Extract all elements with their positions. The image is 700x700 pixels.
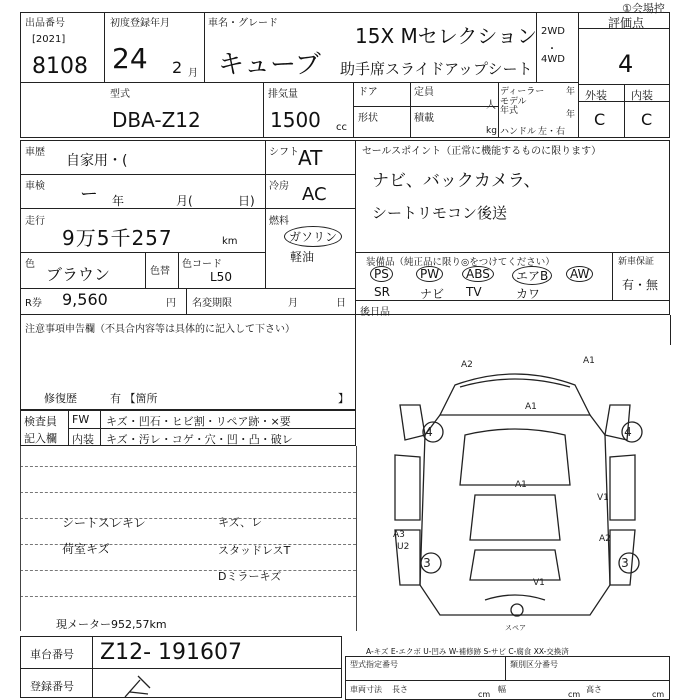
equipment-item-label-0: PS (370, 266, 393, 282)
note-seat-wear: シートスレキレ (62, 516, 146, 530)
mileage-unit: km (222, 236, 238, 247)
color-code-label: 色コード (182, 259, 222, 270)
recycle-unit: 円 (166, 298, 176, 309)
equipment-item-4 (566, 266, 593, 282)
repair-close-bracket: 】 (338, 392, 349, 405)
inspection-month-unit: 月( (176, 194, 193, 208)
ac-value: AC (302, 184, 327, 205)
damage-mark-1: A1 (583, 356, 595, 366)
svg-text:4: 4 (624, 425, 632, 439)
damage-legend: A-キズ E-エクボ U-凹み W-補修跡 S-サビ C-腐食 XX-交換済 (366, 647, 569, 656)
class-number-label: 類別区分番号 (510, 660, 558, 669)
drive-4wd: 4WD (541, 54, 565, 65)
damage-mark-7: V1 (533, 578, 545, 588)
registration-month: 2 (172, 58, 183, 77)
inspection-year-unit: 年 (112, 194, 125, 208)
length-unit: cm (478, 690, 491, 699)
inspection-day-unit: 日) (238, 194, 255, 208)
equipment-item-label-2: ABS (462, 266, 494, 282)
height-unit: cm (652, 690, 665, 699)
svg-text:4: 4 (425, 425, 433, 439)
inspector-row1-items: キズ・凹石・ヒビ割・リペア跡・×要 (106, 415, 291, 428)
car-name-label: 車名・グレード (208, 18, 278, 29)
note-meter: 現メーター952,57km (56, 618, 167, 631)
exterior-grade: C (594, 110, 606, 129)
inspector-row1-head: FW (72, 413, 90, 426)
exterior-label: 外装 (585, 89, 607, 102)
ac-label: 冷房 (269, 181, 289, 192)
car-grade: 15X Mセレクション (355, 24, 537, 48)
mileage-label: 走行 (25, 216, 45, 227)
title-expiry-day-unit: 日 (336, 298, 346, 309)
length-label: 長さ (392, 685, 408, 694)
equipment-item-label-1: PW (416, 266, 443, 282)
recycle-label: R券 (25, 298, 42, 309)
load-label: 積載 (414, 113, 434, 124)
sales-points-label: セールスポイント（正常に機能するものに限ります） (362, 146, 602, 157)
title-expiry-month-unit: 月 (288, 298, 298, 309)
repair-value: 有 【箇所 (110, 392, 158, 405)
damage-mark-3: V1 (597, 493, 609, 503)
equipment-item-label-3: エアB (512, 266, 552, 285)
color-change-label: 色替 (150, 266, 170, 277)
note-studless: スタッドレスT (218, 544, 291, 557)
height-label: 高さ (586, 685, 602, 694)
damage-mark-8: A1 (515, 480, 527, 490)
damage-mark-5: U2 (397, 542, 410, 552)
handle-label: ハンドル (500, 127, 537, 137)
spare-label: スペア (505, 624, 526, 632)
usage-value: 自家用・( (66, 153, 128, 169)
rating-score: 4 (618, 50, 634, 78)
inspector-label2: 記入欄 (24, 432, 57, 445)
inspector-label1: 検査員 (24, 415, 57, 428)
car-grade-extra: 助手席スライドアップシート (340, 60, 533, 78)
inspection-label: 車検 (25, 181, 45, 192)
displacement-label: 排気量 (268, 89, 298, 100)
equipment-item-row2-3: カワ (516, 287, 541, 301)
plate-mark (120, 672, 180, 700)
equipment-item-2 (462, 266, 494, 282)
model-year-label: モデル年式 (500, 97, 527, 116)
shape-label: 形状 (358, 113, 378, 124)
venue-copy-label: ①会場控 (622, 2, 665, 15)
equipment-item-1 (416, 266, 443, 282)
car-damage-diagram (365, 345, 670, 635)
inspector-row2-head: 内装 (72, 433, 94, 446)
recycle-value: 9,560 (62, 290, 108, 309)
equipment-item-label-4: AW (566, 266, 593, 282)
note-mirror: Dミラーキズ (218, 570, 282, 583)
title-expiry-label: 名変期限 (192, 298, 232, 309)
displacement-value: 1500 (270, 108, 321, 132)
svg-text:3: 3 (621, 556, 629, 570)
fuel-gasoline (284, 226, 342, 247)
note-trunk-scratch: 荷室キズ (62, 542, 110, 556)
damage-mark-2: A1 (525, 402, 537, 412)
dims-label: 車両寸法 (350, 685, 382, 694)
model-value: DBA-Z12 (112, 108, 201, 132)
new-car-warranty-label: 新車保証 (618, 257, 655, 267)
equipment-item-3 (512, 266, 552, 285)
caution-label: 注意事項申告欄（不具合内容等は具体的に記入して下さい） (25, 324, 295, 335)
mileage-value: 9万5千257 (62, 226, 173, 250)
registration-label: 初度登録年月 (110, 18, 170, 29)
load-unit: kg (486, 126, 497, 136)
fuel-diesel: 軽油 (290, 250, 315, 264)
sales-points-line2: シートリモコン後送 (372, 204, 508, 222)
damage-mark-0: A2 (461, 360, 473, 370)
capacity-label: 定員 (414, 87, 434, 98)
chassis-number: Z12- 191607 (100, 640, 242, 665)
lot-number: 8108 (32, 54, 88, 79)
fuel-label: 燃料 (269, 216, 289, 227)
equipment-label: 装備品（純正品に限り◎をつけてください） (366, 257, 555, 268)
drive-dot: ・ (547, 44, 557, 55)
backseat-label: 後日品 (360, 307, 390, 318)
handle-options: 左・右 (538, 127, 566, 137)
svg-text:3: 3 (423, 556, 431, 570)
new-car-warranty-value: 有・無 (622, 278, 659, 292)
width-label: 幅 (498, 685, 506, 694)
dealer-label: ディーラー (500, 87, 545, 97)
dealer-year-unit: 年 (566, 87, 576, 97)
color-code: L50 (210, 270, 232, 284)
equipment-item-0 (370, 266, 393, 282)
width-unit: cm (568, 690, 581, 699)
repair-label: 修復歴 (44, 392, 77, 405)
rating-label: 評価点 (608, 16, 645, 30)
shift-label: シフト (269, 147, 299, 158)
chassis-label: 車台番号 (30, 648, 74, 661)
fuel-gasoline-text: ガソリン (289, 230, 338, 244)
note-scratches: キズ、レ (218, 516, 263, 529)
type-number-label: 型式指定番号 (350, 660, 398, 669)
usage-label: 車歴 (25, 147, 45, 158)
lot-year-tag: [2021] (32, 34, 66, 45)
capacity-unit: 人 (486, 100, 496, 111)
sales-points-line1: ナビ、バックカメラ、 (372, 171, 541, 191)
color-value: ブラウン (46, 265, 111, 284)
inspection-value: ー (80, 184, 98, 205)
registration-month-unit: 月 (188, 68, 198, 79)
damage-mark-4: A3 (393, 530, 405, 540)
shift-value: AT (298, 146, 323, 170)
inspector-row2-items: キズ・汚レ・コゲ・穴・凹・凸・破レ (106, 433, 293, 446)
damage-mark-6: A2 (599, 534, 611, 544)
doors-label: ドア (358, 87, 378, 98)
interior-grade: C (641, 110, 653, 129)
lot-label: 出品番号 (25, 18, 65, 29)
equipment-item-row2-0: SR (374, 285, 390, 299)
equipment-item-row2-1: ナビ (420, 287, 445, 301)
displacement-unit: cc (336, 122, 347, 133)
interior-label: 内装 (631, 89, 653, 102)
drive-2wd: 2WD (541, 26, 565, 37)
plate-label: 登録番号 (30, 680, 74, 693)
equipment-item-row2-2: TV (466, 285, 482, 299)
model-year-unit: 年 (566, 110, 576, 120)
registration-year: 24 (112, 42, 148, 75)
color-label: 色 (25, 259, 35, 270)
car-name: キューブ (218, 50, 321, 80)
model-label: 型式 (110, 89, 130, 100)
